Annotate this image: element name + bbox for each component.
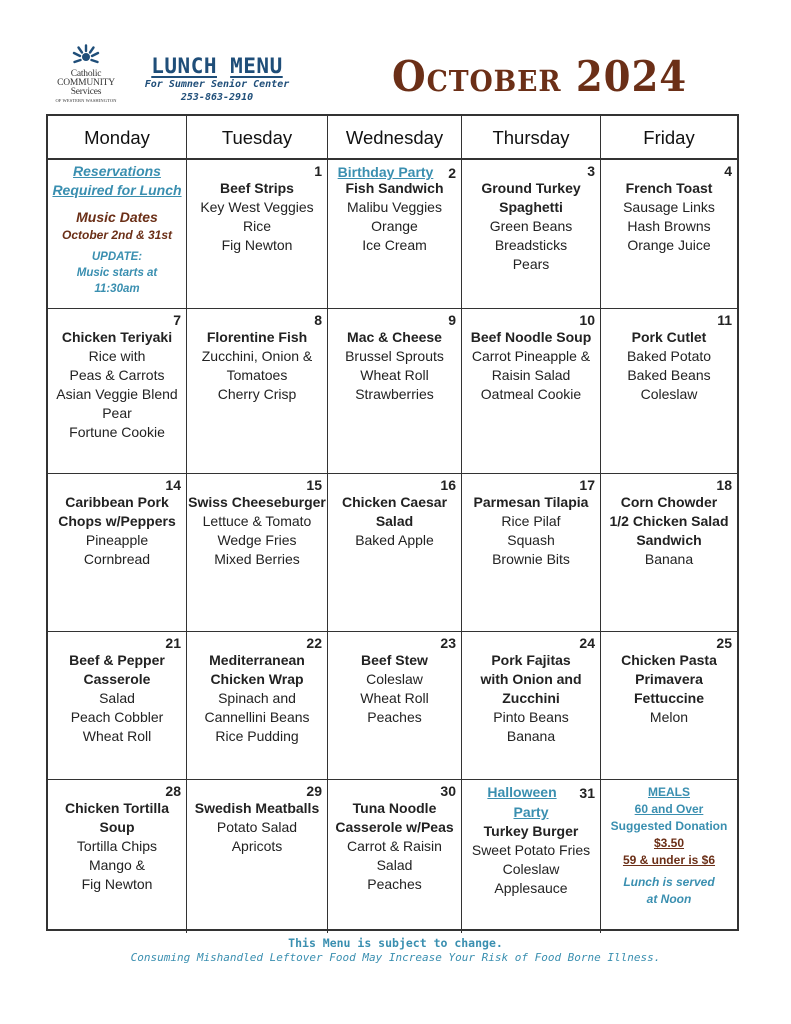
menu-item: French Toast — [625, 180, 713, 196]
day-number: 10 — [579, 312, 595, 328]
menu-item: Peaches — [367, 709, 422, 725]
day-number: 16 — [440, 477, 456, 493]
menu-item: Chicken Caesar — [341, 494, 448, 510]
menu-item: Carrot Pineapple & — [471, 348, 591, 364]
day-cell — [601, 474, 737, 632]
menu-item: Chops w/Peppers — [58, 513, 176, 529]
day-number: 29 — [306, 783, 322, 799]
menu-item: Pork Cutlet — [631, 329, 707, 345]
day-number: 1 — [314, 163, 322, 179]
menu-item: Melon — [649, 709, 689, 725]
update-label: UPDATE: — [91, 251, 143, 263]
menu-item: Breadsticks — [494, 237, 568, 253]
day-number: 25 — [716, 635, 732, 651]
menu-item: Pinto Beans — [493, 709, 569, 725]
day-header: Tuesday — [187, 116, 328, 160]
month-title: October 2024 — [392, 52, 688, 101]
day-header: Wednesday — [328, 116, 462, 160]
menu-item: Peaches — [367, 876, 422, 892]
music-dates-title: Music Dates — [76, 209, 158, 225]
menu-item: Casserole w/Peas — [335, 819, 454, 835]
menu-item: Chicken Tortilla — [65, 800, 169, 816]
logo-text-line: Services — [70, 87, 102, 97]
day-number: 11 — [717, 312, 732, 328]
day-cell — [601, 309, 737, 474]
menu-item: Wedge Fries — [217, 532, 297, 548]
day-cell — [462, 309, 601, 474]
center-name: For Sumner Senior Center — [144, 79, 290, 90]
menu-title — [128, 54, 306, 78]
day-cell — [187, 780, 328, 933]
menu-title-block — [128, 54, 306, 104]
menu-item: Wheat Roll — [82, 728, 152, 744]
menu-item: Beef Strips — [220, 180, 294, 196]
menu-item: Cherry Crisp — [217, 386, 297, 402]
music-dates: October 2nd & 31st — [61, 228, 173, 242]
day-cell — [462, 474, 601, 632]
day-number: 7 — [173, 312, 181, 328]
event-link[interactable]: Party — [513, 804, 549, 820]
logo-subtext: OF WESTERN WASHINGTON — [55, 98, 117, 103]
menu-item: Pears — [512, 256, 550, 272]
event-row — [328, 164, 461, 179]
menu-item: Spinach and — [218, 690, 296, 706]
menu-title-word: MENU — [230, 54, 283, 78]
event-link[interactable]: Halloween — [487, 784, 557, 800]
menu-item: Asian Veggie Blend — [56, 386, 178, 402]
menu-item: Beef Noodle Soup — [470, 329, 592, 345]
day-cell — [328, 309, 462, 474]
day-cell — [328, 780, 462, 933]
menu-item: Cornbread — [83, 551, 151, 567]
day-number: 31 — [579, 785, 595, 801]
menu-item: Wheat Roll — [360, 690, 429, 706]
menu-item: Swiss Cheeseburger — [188, 494, 326, 510]
menu-item: Baked Beans — [627, 367, 711, 383]
donation-price: $3.50 — [653, 836, 685, 850]
menu-item: Tomatoes — [226, 367, 288, 383]
menu-item: Mac & Cheese — [347, 329, 442, 345]
reservations-note: Required for Lunch — [52, 182, 182, 198]
day-number: 9 — [448, 312, 456, 328]
menu-item: Zucchini, Onion & — [201, 348, 313, 364]
menu-item: Potato Salad — [216, 819, 298, 835]
menu-item: Peach Cobbler — [70, 709, 164, 725]
day-cell — [187, 160, 328, 309]
menu-item: Caribbean Pork — [65, 494, 169, 510]
day-header: Friday — [601, 116, 737, 160]
serving-time: at Noon — [646, 892, 692, 906]
day-number: 23 — [440, 635, 456, 651]
day-cell — [187, 309, 328, 474]
day-number: 18 — [716, 477, 732, 493]
menu-item: Raisin Salad — [491, 367, 571, 383]
menu-item: Fig Newton — [221, 237, 293, 253]
menu-item: Orange — [371, 218, 418, 234]
menu-item: Brussel Sprouts — [345, 348, 444, 364]
menu-item: Mixed Berries — [214, 551, 300, 567]
menu-item: Sweet Potato Fries — [471, 842, 591, 858]
menu-item: Rice Pilaf — [501, 513, 561, 529]
day-number: 28 — [165, 783, 181, 799]
menu-item: Baked Apple — [355, 532, 434, 548]
day-cell — [48, 780, 187, 933]
menu-item: Tuna Noodle — [352, 800, 437, 816]
day-number: 15 — [306, 477, 322, 493]
menu-item: Coleslaw — [640, 386, 698, 402]
day-header: Monday — [48, 116, 187, 160]
day-number: 17 — [579, 477, 595, 493]
menu-item: Hash Browns — [627, 218, 711, 234]
menu-item: Chicken Pasta — [621, 652, 717, 668]
day-number: 8 — [314, 312, 322, 328]
menu-item: Mango & — [88, 857, 146, 873]
day-number: 3 — [587, 163, 595, 179]
menu-item: Beef & Pepper — [69, 652, 165, 668]
day-number: 2 — [448, 165, 456, 181]
day-cell — [48, 632, 187, 780]
menu-item: Sandwich — [636, 532, 702, 548]
menu-item: Strawberries — [355, 386, 434, 402]
calendar-grid — [46, 114, 739, 931]
day-number: 24 — [579, 635, 595, 651]
day-cell — [328, 474, 462, 632]
menu-item: Soup — [99, 819, 135, 835]
menu-item: Salad — [376, 857, 413, 873]
change-notice: This Menu is subject to change. — [288, 936, 503, 950]
menu-item: Ice Cream — [362, 237, 427, 253]
menu-item: Corn Chowder — [620, 494, 718, 510]
menu-item: Chicken Teriyaki — [61, 329, 173, 345]
day-cell — [601, 160, 737, 309]
event-link[interactable]: Birthday Party — [337, 164, 434, 180]
menu-item: Key West Veggies — [200, 199, 314, 215]
menu-item: Mediterranean — [209, 652, 305, 668]
menu-item: Sausage Links — [623, 199, 715, 215]
menu-item: Casserole — [83, 671, 151, 687]
menu-item: Apricots — [231, 838, 283, 854]
menu-item: Rice — [242, 218, 271, 234]
menu-item: Pork Fajitas — [491, 652, 571, 668]
menu-item: Fettuccine — [633, 690, 704, 706]
phone-number: 253-863-2910 — [180, 92, 254, 103]
donation-label: Suggested Donation — [610, 819, 728, 833]
menu-item: Rice with — [88, 348, 146, 364]
menu-item: Salad — [99, 690, 135, 706]
update-text: Music starts at — [76, 267, 158, 279]
event-row — [462, 784, 600, 799]
logo-text-line: COMMUNITY — [57, 78, 115, 88]
menu-item: Wheat Roll — [360, 367, 429, 383]
menu-item: Tortilla Chips — [76, 838, 158, 854]
day-cell — [462, 160, 601, 309]
day-cell — [328, 632, 462, 780]
menu-item: Cannellini Beans — [204, 709, 310, 725]
day-number: 22 — [306, 635, 322, 651]
meals-info-cell — [601, 780, 737, 933]
menu-item: Brownie Bits — [492, 551, 570, 567]
menu-item: Peas & Carrots — [69, 367, 165, 383]
menu-item: Primavera — [635, 671, 703, 687]
menu-title-word: LUNCH — [151, 54, 217, 78]
meals-title[interactable]: MEALS — [648, 785, 690, 799]
day-cell — [601, 632, 737, 780]
menu-item: Florentine Fish — [206, 329, 308, 345]
menu-item: Turkey Burger — [483, 823, 579, 839]
menu-item: Pear — [102, 405, 132, 421]
menu-item: Salad — [375, 513, 414, 529]
menu-item: Spaghetti — [499, 199, 563, 215]
menu-item: Malibu Veggies — [347, 199, 442, 215]
menu-item: Zucchini — [502, 690, 560, 706]
menu-item: Orange Juice — [627, 237, 711, 253]
menu-item: with Onion and — [480, 671, 582, 687]
menu-item: Squash — [507, 532, 555, 548]
reservations-note: Reservations — [73, 163, 161, 179]
day-cell — [328, 160, 462, 309]
logo-emblem-icon — [71, 44, 101, 70]
menu-item: Parmesan Tilapia — [473, 494, 589, 510]
organization-logo — [50, 44, 122, 114]
day-cell — [48, 309, 187, 474]
day-number: 4 — [724, 163, 732, 179]
menu-item: Pineapple — [85, 532, 149, 548]
under-59-price: 59 & under is $6 — [622, 853, 716, 867]
info-cell — [48, 160, 187, 309]
menu-item: Banana — [506, 728, 556, 744]
day-cell — [187, 632, 328, 780]
menu-item: Fortune Cookie — [69, 424, 165, 440]
menu-item: Carrot & Raisin — [347, 838, 442, 854]
day-cell — [462, 632, 601, 780]
menu-item: Chicken Wrap — [210, 671, 304, 687]
menu-item: Fig Newton — [81, 876, 153, 892]
menu-item: Green Beans — [489, 218, 573, 234]
day-number: 30 — [440, 783, 456, 799]
day-number: 14 — [165, 477, 181, 493]
food-safety-warning: Consuming Mishandled Leftover Food May Increase Your Risk of Food Borne Illness. — [130, 951, 661, 964]
menu-item: Fish Sandwich — [345, 180, 444, 196]
menu-item: Baked Potato — [626, 348, 712, 364]
menu-item: Applesauce — [494, 880, 568, 896]
menu-item: Lettuce & Tomato — [202, 513, 312, 529]
serving-time: Lunch is served — [623, 875, 715, 889]
menu-item: Banana — [644, 551, 694, 567]
day-cell — [48, 474, 187, 632]
day-cell — [462, 780, 601, 933]
menu-item: Ground Turkey — [481, 180, 581, 196]
menu-item: Coleslaw — [366, 671, 423, 687]
menu-item: Rice Pudding — [215, 728, 299, 744]
day-header: Thursday — [462, 116, 601, 160]
day-cell — [187, 474, 328, 632]
menu-item: Oatmeal Cookie — [480, 386, 582, 402]
menu-item: Beef Stew — [361, 652, 428, 668]
logo-text-line: Catholic — [70, 69, 102, 79]
menu-item: Coleslaw — [502, 861, 560, 877]
menu-item: Swedish Meatballs — [194, 800, 320, 816]
meals-age[interactable]: 60 and Over — [634, 802, 704, 816]
day-number: 21 — [165, 635, 181, 651]
menu-item: 1/2 Chicken Salad — [609, 513, 729, 529]
update-text: 11:30am — [94, 283, 140, 295]
